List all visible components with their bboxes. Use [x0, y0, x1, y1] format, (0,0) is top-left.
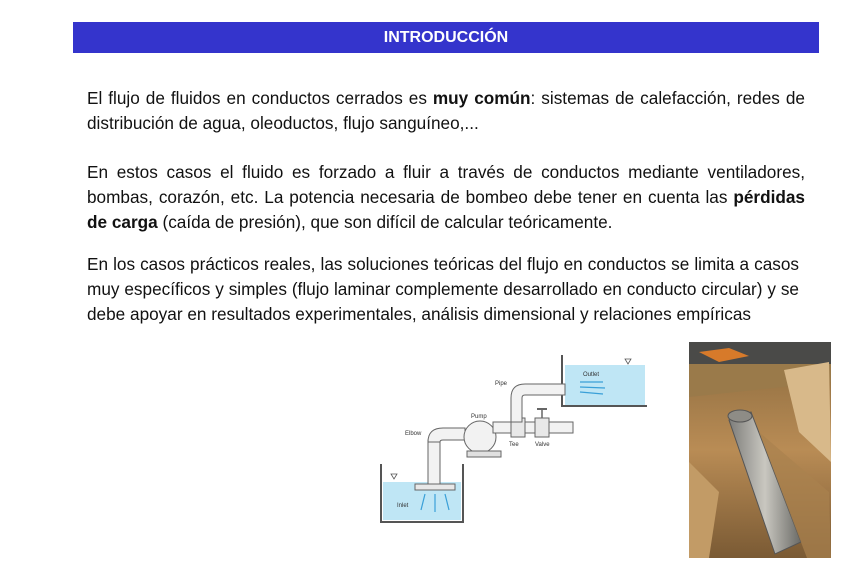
label-outlet: Outlet: [583, 372, 600, 378]
section-title: INTRODUCCIÓN: [383, 28, 509, 46]
label-pipe: Pipe: [495, 381, 508, 387]
pump: [464, 421, 496, 453]
valve: [535, 418, 549, 437]
paragraph-2: [87, 160, 805, 235]
label-valve: Valve: [535, 442, 550, 448]
horizontal-pipe: [493, 422, 573, 433]
p1-text-a: El flujo de fluidos en conductos cerrados es: [87, 88, 433, 108]
elbow: [428, 428, 465, 442]
upper-water-level-marker: [625, 359, 631, 364]
inlet-bell: [415, 484, 455, 490]
suction-pipe: [428, 440, 440, 484]
label-pump: Pump: [471, 414, 487, 420]
upper-tank-water: [565, 365, 645, 405]
label-elbow: Elbow: [405, 431, 422, 437]
pump-base: [467, 451, 501, 457]
pipeline-trench-photo: [689, 342, 831, 558]
p2-text-a: En estos casos el fluido es forzado a fluir a través de conductos mediante ventiladores, bombas, corazón, etc. La potencia necesaria de bombeo debe tener en cuenta las: [87, 162, 805, 207]
label-inlet: Inlet: [397, 503, 409, 509]
p2-bold: pérdidas de carga: [87, 187, 805, 232]
p1-bold: muy común: [432, 88, 531, 108]
paragraph-3: [87, 252, 799, 327]
label-tee: Tee: [509, 442, 519, 448]
p2-text-c: (caída de presión), que son difícil de calcular teóricamente.: [157, 212, 613, 232]
section-header: [73, 22, 819, 53]
p3-text: En los casos prácticos reales, las soluciones teóricas del flujo en conductos se limita a casos muy específicos y simples (flujo laminar complemente desarrollado en conducto circular) y se debe apoyar en resultados experimentales, análisis dimensional y relaciones empíricas: [87, 254, 799, 324]
rising-pipe: [511, 384, 565, 422]
lower-water-level-marker: [391, 474, 397, 479]
pump-piping-system-diagram: [375, 352, 650, 524]
paragraph-1: [87, 86, 805, 136]
p1-text-c: : sistemas de calefacción, redes de distribución de agua, oleoductos, flujo sanguíneo,...: [87, 88, 805, 133]
